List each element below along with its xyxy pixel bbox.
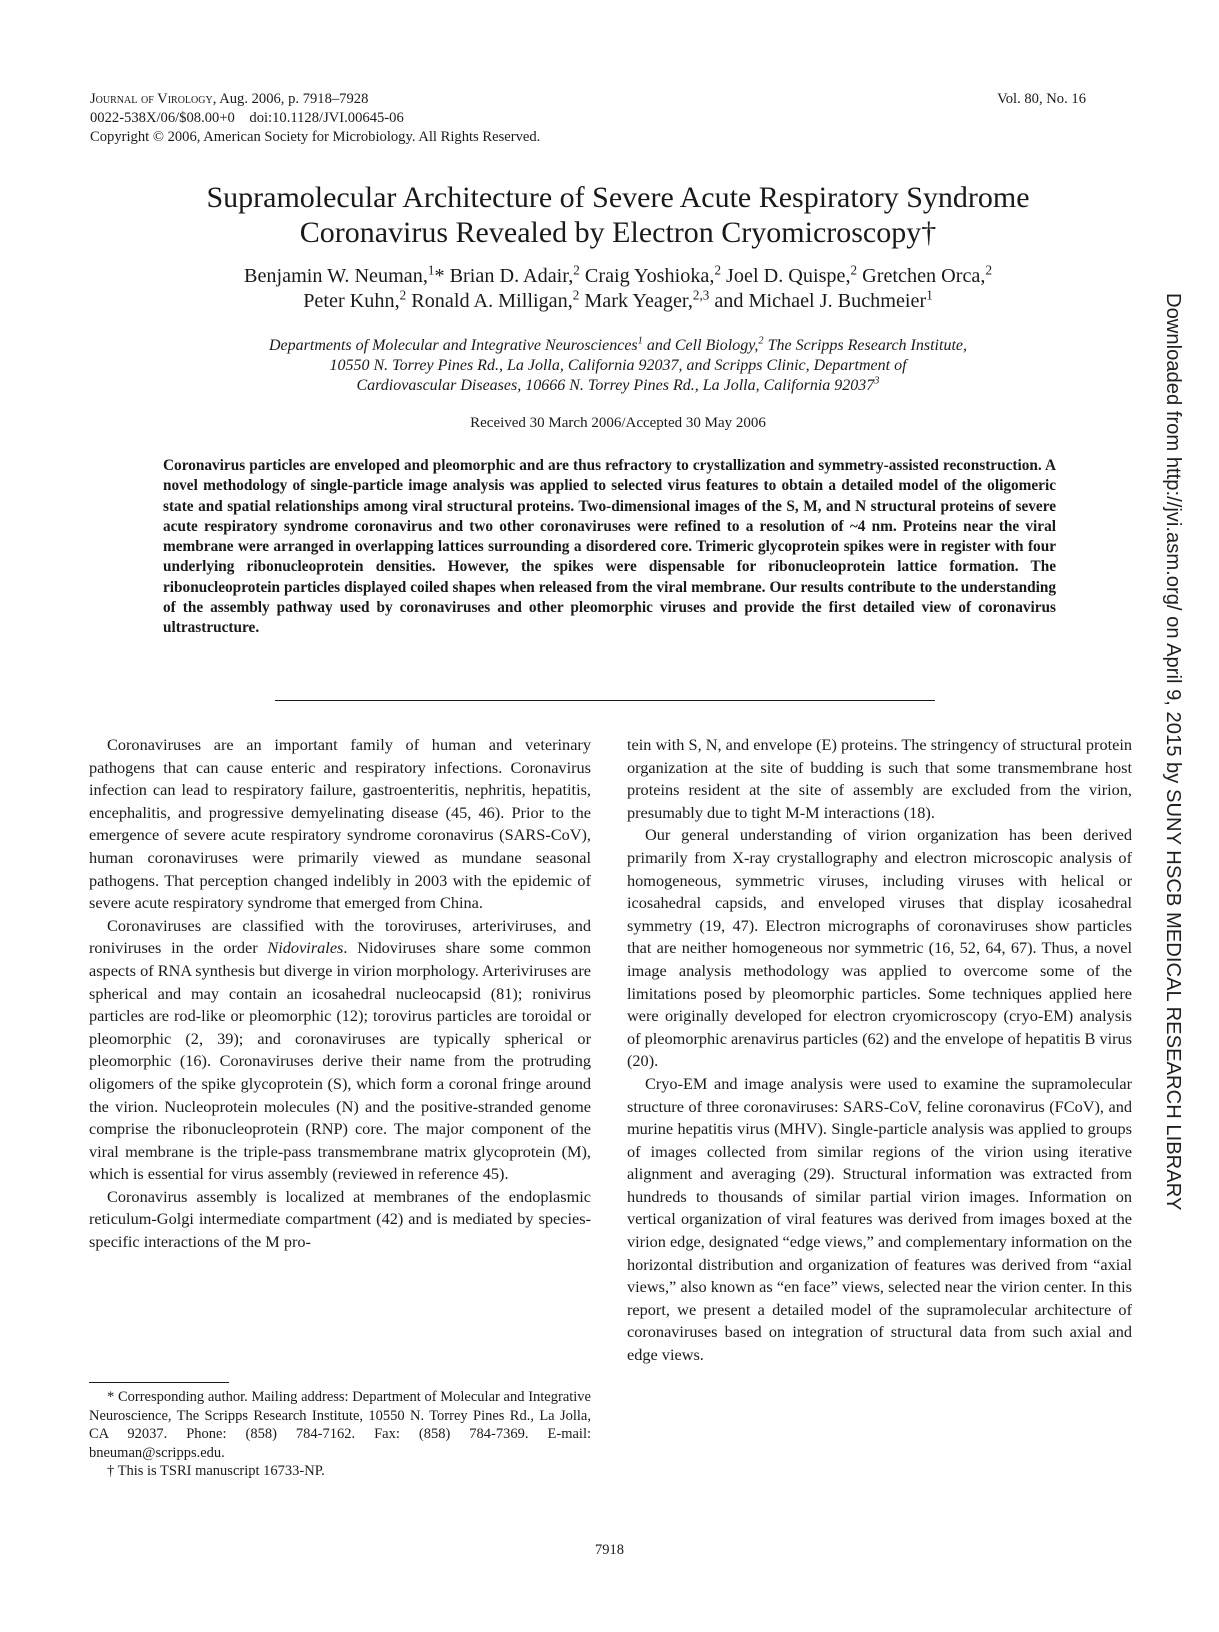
paragraph-text: . Nidoviruses share some common aspects of RNA synthesis but diverge in virion morphology. Arteriviruses are spherical and may contain an icosahedral nucleocapsid (81); ronivirus particles are rod-like or pleomorphic (12); torovirus particles are toroidal or pleomorphic (2, 39); and coronaviruses are typically spherical or pleomorphic (16). Coronaviruses derive their name from the protruding oligomers of the spike glycoprotein (S), which form a coronal fringe around the virion. Nucleoprotein molecules (N) and the positive-stranded genome comprise the ribonucleoprotein (RNP) core. The major component of the viral membrane is the triple-pass transmembrane matrix glycoprotein (M), which is essential for virus assembly (reviewed in reference 45). xyxy=(89,938,591,1184)
footnote-manuscript: † This is TSRI manuscript 16733-NP. xyxy=(107,1463,325,1480)
citation-details: , Aug. 2006, p. 7918–7928 xyxy=(212,91,369,107)
affiliation-marker: 2 xyxy=(573,262,580,278)
affiliation-marker: 2 xyxy=(985,262,992,278)
affiliation-marker: 2 xyxy=(714,262,721,278)
journal-name: Journal of Virology xyxy=(90,91,213,107)
paragraph xyxy=(89,915,591,1186)
author-list xyxy=(70,264,1166,314)
author: Benjamin W. Neuman, xyxy=(243,265,428,287)
paragraph: Cryo-EM and image analysis were used to examine the supramolecular structure of three coronaviruses: SARS-CoV, feline coronavirus (FCoV), and murine hepatitis virus (MHV). Single-particle analysis was applied to groups of images collected from similar regions of the virion using iterative alignment and averaging (29). Structural information was extracted from hundreds to thousands of similar partial virion images. Information on vertical organization of viral features was derived from images boxed at the virion edge, designated “edge views,” and complementary information on the horizontal distribution and organization of features was derived from “axial views,” also known as “en face” views, selected near the virion center. In this report, we present a detailed model of the supramolecular architecture of coronaviruses based on integration of structural data from such axial and edge views. xyxy=(627,1073,1133,1365)
affiliation-line-3 xyxy=(70,376,1166,396)
issn-doi: 0022-538X/06/$08.00+0 doi:10.1128/JVI.00645-06 xyxy=(90,110,404,126)
affiliation-marker: 1 xyxy=(926,287,933,303)
affiliation-text: and Cell Biology, xyxy=(642,337,759,354)
affiliation-marker: 2 xyxy=(572,287,580,303)
affiliation-marker: 2,3 xyxy=(692,287,710,303)
author: Gretchen Orca, xyxy=(857,265,986,287)
affiliation-marker: 2 xyxy=(758,335,764,347)
author: Ronald A. Milligan, xyxy=(406,290,573,312)
footnotes xyxy=(89,1388,591,1481)
author: Peter Kuhn, xyxy=(303,290,400,312)
author: Brian D. Adair, xyxy=(449,265,574,287)
left-column xyxy=(89,734,591,1254)
download-notice[interactable]: Downloaded from http://jvi.asm.org/ on April 9, 2015 by SUNY HSCB MEDICAL RESEARCH LIBRARY xyxy=(1162,293,1184,1211)
paragraph: Coronavirus assembly is localized at membranes of the endoplasmic reticulum-Golgi intermediate compartment (42) and is mediated by species-specific interactions of the M pro- xyxy=(89,1186,591,1252)
paragraph: Coronaviruses are an important family of human and veterinary pathogens that can cause enteric and respiratory infections. Coronavirus infection can lead to respiratory failure, gastroenteritis, nephritis, hepatitis, encephalitis, and progressive demyelinating disease (45, 46). Prior to the emergence of severe acute respiratory syndrome coronavirus (SARS-CoV), human coronaviruses were primarily viewed as mundane seasonal pathogens. That perception changed indelibly in 2003 with the epidemic of severe acute respiratory syndrome that emerged from China. xyxy=(89,735,591,913)
abstract-divider xyxy=(275,700,935,701)
author-line-1 xyxy=(70,264,1166,289)
author-line-2 xyxy=(70,289,1166,314)
author: and Michael J. Buchmeier xyxy=(709,290,927,312)
author: Mark Yeager, xyxy=(579,290,693,312)
taxon-name: Nidovirales xyxy=(267,938,344,958)
received-dates: Received 30 March 2006/Accepted 30 May 2006 xyxy=(470,415,766,431)
affiliation-marker: 2 xyxy=(850,262,858,278)
title-line-1: Supramolecular Architecture of Severe Acute Respiratory Syndrome xyxy=(206,181,1030,214)
right-column xyxy=(627,734,1132,1367)
title-line-2: Coronavirus Revealed by Electron Cryomicroscopy† xyxy=(299,216,937,249)
affiliation-marker: 1 xyxy=(637,335,643,347)
affiliations xyxy=(70,336,1166,396)
footnote-corresponding-author: * Corresponding author. Mailing address: Department of Molecular and Integrative Neuroscience, The Scripps Research Institute, 10550 N. Torrey Pines Rd., La Jolla, CA 92037. Phone: (858) 784-7162. Fax: (858) 784-7369. E-mail: bneuman@scripps.edu. xyxy=(89,1389,591,1461)
abstract: Coronavirus particles are enveloped and pleomorphic and are thus refractory to crystallization and symmetry-assisted reconstruction. A novel methodology of single-particle image analysis was applied to selected virus features to obtain a detailed model of the oligomeric state and spatial relationships among viral structural proteins. Two-dimensional images of the S, M, and N structural proteins of severe acute respiratory syndrome coronavirus and two other coronaviruses were refined to a resolution of ~4 nm. Proteins near the viral membrane were arranged in overlapping lattices surrounding a disordered core. Trimeric glycoprotein spikes were in register with four underlying ribonucleoprotein densities. However, the spikes were dispensable for ribonucleoprotein lattice formation. The ribonucleoprotein particles displayed coiled shapes when released from the viral membrane. Our results contribute to the understanding of the assembly pathway used by coronaviruses and other pleomorphic viruses and provide the first detailed view of coronavirus ultrastructure. xyxy=(163,457,1056,637)
affiliation-marker: 1 xyxy=(427,262,435,278)
page-number: 7918 xyxy=(595,1542,624,1558)
author: Joel D. Quispe, xyxy=(721,265,851,287)
affiliation-marker: 3 xyxy=(874,375,880,387)
footnote-divider xyxy=(89,1382,229,1383)
citation-line xyxy=(90,90,540,109)
volume-issue: Vol. 80, No. 16 xyxy=(997,91,1086,107)
article-title xyxy=(70,180,1166,250)
corresponding-marker: * xyxy=(434,265,450,287)
author: Craig Yoshioka, xyxy=(579,265,715,287)
affiliation-text: The Scripps Research Institute, xyxy=(763,337,967,354)
affiliation-line-2: 10550 N. Torrey Pines Rd., La Jolla, California 92037, and Scripps Clinic, Department of xyxy=(329,357,907,374)
paragraph: tein with S, N, and envelope (E) proteins. The stringency of structural protein organization at the site of budding is such that some transmembrane host proteins resident at the site of assembly are excluded from the virion, presumably due to tight M-M interactions (18). xyxy=(627,735,1132,822)
affiliation-line-1 xyxy=(70,336,1166,356)
affiliation-marker: 2 xyxy=(399,287,407,303)
paragraph-text: Coronaviruses are classified with the toroviruses, arteriviruses, and roniviruses in the order xyxy=(89,915,591,958)
paragraph: Our general understanding of virion organization has been derived primarily from X-ray crystallography and electron microscopic analysis of homogeneous, symmetric viruses, including viruses with helical or icosahedral capsids, and enveloped viruses that display icosahedral symmetry (19, 47). Electron micrographs of coronaviruses show particles that are neither homogeneous nor symmetric (16, 52, 64, 67). Thus, a novel image analysis methodology was applied to overcome some of the limitations posed by pleomorphic particles. Some techniques applied here were originally developed for electron cryomicroscopy (cryo-EM) analysis of pleomorphic arenavirus particles (62) and the envelope of hepatitis B virus (20). xyxy=(627,825,1133,1071)
affiliation-text: Cardiovascular Diseases, 10666 N. Torrey Pines Rd., La Jolla, California 92037 xyxy=(356,377,875,394)
copyright: Copyright © 2006, American Society for Microbiology. All Rights Reserved. xyxy=(90,129,541,145)
affiliation-text: Departments of Molecular and Integrative Neurosciences xyxy=(269,337,638,354)
journal-header xyxy=(90,90,540,147)
